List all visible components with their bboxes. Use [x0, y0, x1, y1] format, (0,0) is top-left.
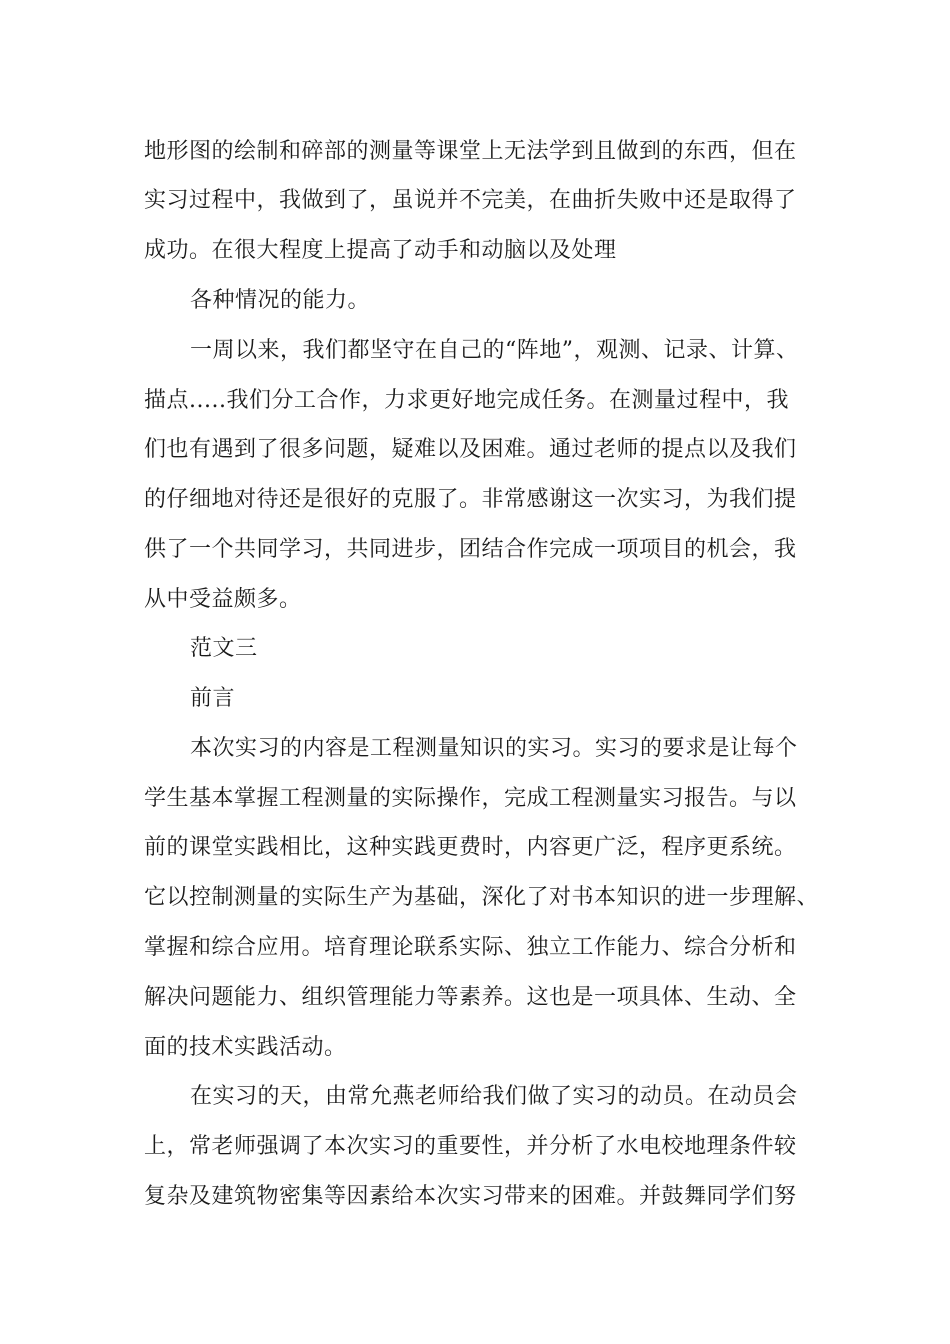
paragraph-start: 一周以来，我们都坚守在自己的“阵地”，观测、记录、计算、 — [190, 338, 799, 363]
text-line: 它以控制测量的实际生产为基础，深化了对书本知识的进一步理解、 — [144, 885, 820, 910]
text-line: 解决问题能力、组织管理能力等素养。这也是一项具体、生动、全 — [144, 985, 797, 1010]
text-line: 成功。在很大程度上提高了动手和动脑以及处理 — [144, 238, 617, 263]
text-line: 面的技术实践活动。 — [144, 1035, 347, 1060]
subsection-heading: 前言 — [190, 686, 236, 711]
text-line: 实习过程中，我做到了，虽说并不完美，在曲折失败中还是取得了 — [144, 188, 797, 213]
paragraph-start: 在实习的天，由常允燕老师给我们做了实习的动员。在动员会 — [190, 1084, 798, 1109]
text-line: 描点.....我们分工合作，力求更好地完成任务。在测量过程中，我 — [144, 388, 789, 413]
text-line: 从中受益颇多。 — [144, 587, 302, 612]
text-line: 前的课堂实践相比，这种实践更费时，内容更广泛，程序更系统。 — [144, 835, 797, 860]
text-line: 学生基本掌握工程测量的实际操作，完成工程测量实习报告。与以 — [144, 786, 797, 811]
text-line: 各种情况的能力。 — [190, 288, 371, 313]
text-line: 的仔细地对待还是很好的克服了。非常感谢这一次实习，为我们提 — [144, 487, 797, 512]
text-line: 们也有遇到了很多问题，疑难以及困难。通过老师的提点以及我们 — [144, 437, 797, 462]
text-line: 供了一个共同学习，共同进步，团结合作完成一项项目的机会，我 — [144, 537, 797, 562]
paragraph-start: 本次实习的内容是工程测量知识的实习。实习的要求是让每个 — [190, 736, 798, 761]
text-line: 地形图的绘制和碎部的测量等课堂上无法学到且做到的东西，但在 — [144, 139, 797, 164]
text-line: 上，常老师强调了本次实习的重要性，并分析了水电校地理条件较 — [144, 1134, 797, 1159]
text-line: 掌握和综合应用。培育理论联系实际、独立工作能力、综合分析和 — [144, 935, 797, 960]
text-line: 复杂及建筑物密集等因素给本次实习带来的困难。并鼓舞同学们努 — [144, 1184, 797, 1209]
section-heading: 范文三 — [190, 636, 258, 661]
